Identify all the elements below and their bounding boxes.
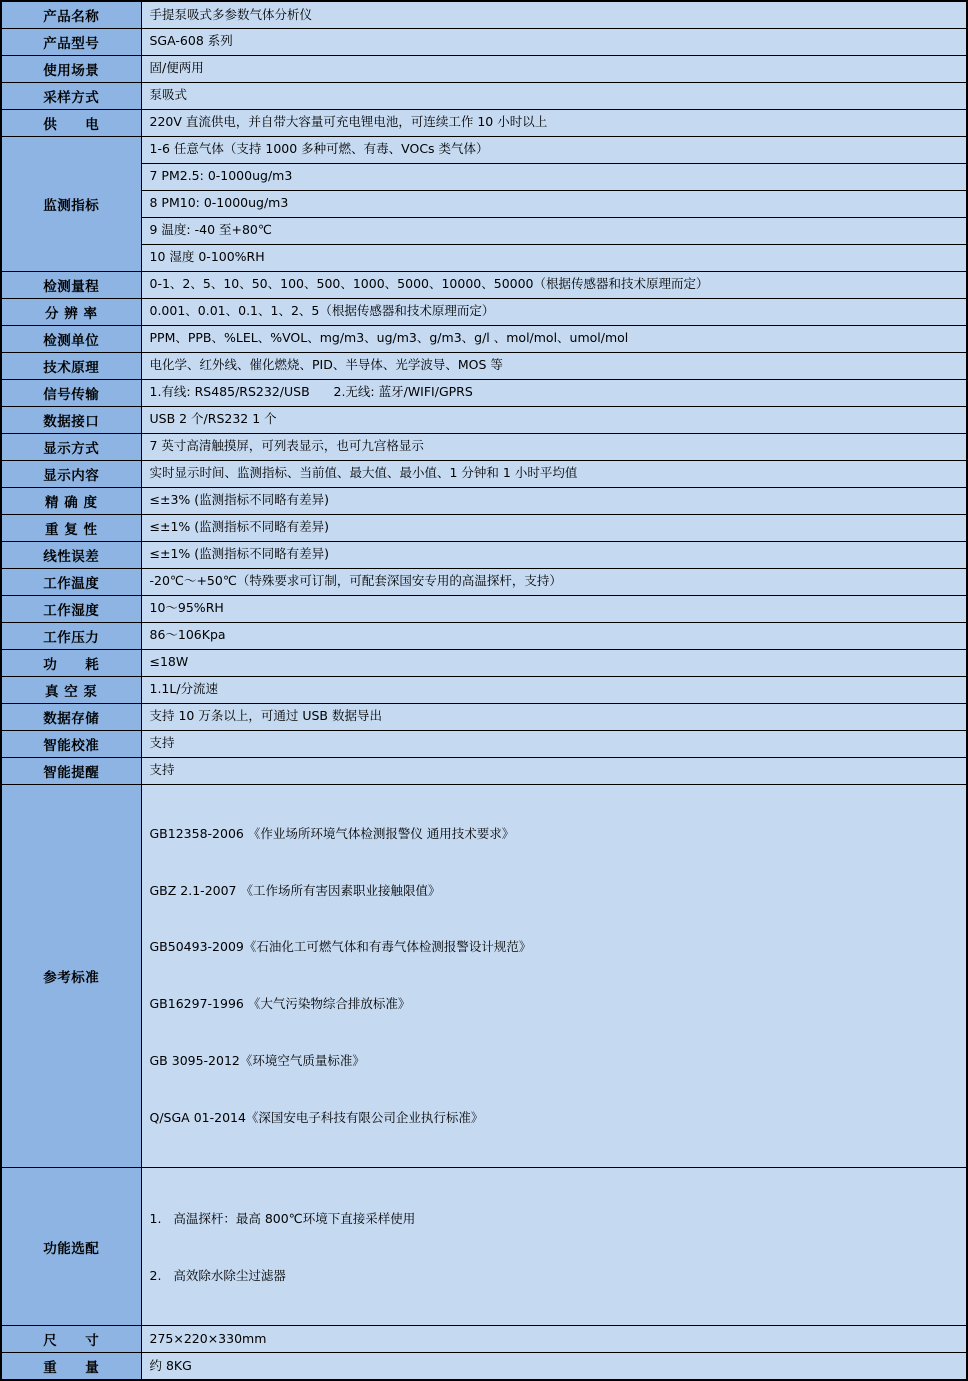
- spec-value: 固/便两用: [141, 55, 967, 82]
- row-usage-scenario: [1, 55, 967, 82]
- row-weight: [1, 1353, 967, 1380]
- spec-value: 约 8KG: [141, 1353, 967, 1380]
- row-vacuum-pump: [1, 676, 967, 703]
- spec-value: ≤±1% (监测指标不同略有差异): [141, 541, 967, 568]
- spec-value: 86～106Kpa: [141, 622, 967, 649]
- spec-label: 工作湿度: [1, 595, 141, 622]
- spec-value: 支持 10 万条以上，可通过 USB 数据导出: [141, 703, 967, 730]
- spec-label: 智能校准: [1, 730, 141, 757]
- spec-value: 实时显示时间、监测指标、当前值、最大值、最小值、1 分钟和 1 小时平均值: [141, 460, 967, 487]
- standard-line: GBZ 2.1-2007 《工作场所有害因素职业接触限值》: [149, 882, 441, 898]
- spec-value: 支持: [141, 757, 967, 784]
- spec-label: 监测指标: [1, 136, 141, 271]
- spec-label: 尺 寸: [1, 1326, 141, 1353]
- spec-label: 数据接口: [1, 406, 141, 433]
- row-reference-standards: [1, 784, 967, 1168]
- spec-value: 1.有线: RS485/RS232/USB 2.无线: 蓝牙/WIFI/GPRS: [141, 379, 967, 406]
- standard-line: GB 3095-2012《环境空气质量标准》: [149, 1052, 365, 1068]
- spec-label: 精 确 度: [1, 487, 141, 514]
- row-signal-transmission: [1, 379, 967, 406]
- spec-label: 检测量程: [1, 271, 141, 298]
- spec-label: 显示内容: [1, 460, 141, 487]
- spec-label: 真 空 泵: [1, 676, 141, 703]
- row-monitoring-indicators-2: [1, 163, 967, 190]
- row-operating-temperature: [1, 568, 967, 595]
- spec-value: -20℃～+50℃（特殊要求可订制，可配套深国安专用的高温探杆，支持）: [141, 568, 967, 595]
- spec-value: 220V 直流供电，并自带大容量可充电锂电池，可连续工作 10 小时以上: [141, 109, 967, 136]
- spec-value: 9 温度: -40 至+80℃: [141, 217, 967, 244]
- row-display-mode: [1, 433, 967, 460]
- spec-value: 0.001、0.01、0.1、1、2、5（根据传感器和技术原理而定）: [141, 298, 967, 325]
- spec-label: 功能选配: [1, 1168, 141, 1326]
- row-power-consumption: [1, 649, 967, 676]
- spec-value: 10 湿度 0-100%RH: [141, 244, 967, 271]
- spec-value: 275×220×330mm: [141, 1326, 967, 1353]
- row-detection-units: [1, 325, 967, 352]
- row-monitoring-indicators-5: [1, 244, 967, 271]
- spec-label: 线性误差: [1, 541, 141, 568]
- standard-line: Q/SGA 01-2014《深国安电子科技有限公司企业执行标准》: [149, 1109, 484, 1125]
- row-accuracy: [1, 487, 967, 514]
- spec-value: 1.1L/分流速: [141, 676, 967, 703]
- row-technical-principle: [1, 352, 967, 379]
- spec-value: 泵吸式: [141, 82, 967, 109]
- row-operating-pressure: [1, 622, 967, 649]
- spec-label: 技术原理: [1, 352, 141, 379]
- spec-label: 使用场景: [1, 55, 141, 82]
- spec-value: 0-1、2、5、10、50、100、500、1000、5000、10000、50000（根据传感器和技术原理而定）: [141, 271, 967, 298]
- standard-line: GB50493-2009《石油化工可燃气体和有毒气体检测报警设计规范》: [149, 939, 532, 955]
- row-smart-reminder: [1, 757, 967, 784]
- standard-line: GB12358-2006 《作业场所环境气体检测报警仪 通用技术要求》: [149, 825, 515, 841]
- row-product-name: [1, 1, 967, 28]
- row-power-supply: [1, 109, 967, 136]
- row-linearity-error: [1, 541, 967, 568]
- spec-value: ≤±1% (监测指标不同略有差异): [141, 514, 967, 541]
- row-data-interface: [1, 406, 967, 433]
- spec-value: 支持: [141, 730, 967, 757]
- spec-value: PPM、PPB、%LEL、%VOL、mg/m3、ug/m3、g/m3、g/l 、mol/mol、umol/mol: [141, 325, 967, 352]
- row-detection-range: [1, 271, 967, 298]
- spec-label: 采样方式: [1, 82, 141, 109]
- row-monitoring-indicators-4: [1, 217, 967, 244]
- spec-label: 工作温度: [1, 568, 141, 595]
- spec-value: USB 2 个/RS232 1 个: [141, 406, 967, 433]
- spec-label: 工作压力: [1, 622, 141, 649]
- spec-value: 1-6 任意气体（支持 1000 多种可燃、有毒、VOCs 类气体）: [141, 136, 967, 163]
- row-data-storage: [1, 703, 967, 730]
- spec-value-list: [141, 784, 967, 1168]
- spec-value: ≤±3% (监测指标不同略有差异): [141, 487, 967, 514]
- spec-label: 检测单位: [1, 325, 141, 352]
- row-repeatability: [1, 514, 967, 541]
- spec-label: 显示方式: [1, 433, 141, 460]
- spec-label: 数据存储: [1, 703, 141, 730]
- row-smart-calibration: [1, 730, 967, 757]
- spec-label: 产品型号: [1, 28, 141, 55]
- spec-label: 分 辨 率: [1, 298, 141, 325]
- row-dimensions: [1, 1326, 967, 1353]
- spec-value: 电化学、红外线、催化燃烧、PID、半导体、光学波导、MOS 等: [141, 352, 967, 379]
- spec-label: 参考标准: [1, 784, 141, 1168]
- row-display-content: [1, 460, 967, 487]
- row-sampling-method: [1, 82, 967, 109]
- row-optional-features: [1, 1168, 967, 1326]
- spec-value: 8 PM10: 0-1000ug/m3: [141, 190, 967, 217]
- spec-value: 7 PM2.5: 0-1000ug/m3: [141, 163, 967, 190]
- spec-label: 产品名称: [1, 1, 141, 28]
- spec-label: 重 量: [1, 1353, 141, 1380]
- spec-label: 重 复 性: [1, 514, 141, 541]
- row-resolution: [1, 298, 967, 325]
- spec-value: 手提泵吸式多参数气体分析仪: [141, 1, 967, 28]
- spec-label: 信号传输: [1, 379, 141, 406]
- spec-label: 功 耗: [1, 649, 141, 676]
- spec-value: ≤18W: [141, 649, 967, 676]
- option-line: 2. 高效除水除尘过滤器: [149, 1267, 286, 1283]
- spec-label: 供 电: [1, 109, 141, 136]
- row-monitoring-indicators-3: [1, 190, 967, 217]
- standard-line: GB16297-1996 《大气污染物综合排放标准》: [149, 996, 411, 1011]
- option-line: 1. 高温探杆：最高 800℃环境下直接采样使用: [149, 1210, 416, 1226]
- row-operating-humidity: [1, 595, 967, 622]
- row-monitoring-indicators: [1, 136, 967, 163]
- spec-value: 10～95%RH: [141, 595, 967, 622]
- row-product-model: [1, 28, 967, 55]
- spec-value-list: [141, 1168, 967, 1326]
- spec-value: SGA-608 系列: [141, 28, 967, 55]
- spec-label: 智能提醒: [1, 757, 141, 784]
- spec-value: 7 英寸高清触摸屏，可列表显示，也可九宫格显示: [141, 433, 967, 460]
